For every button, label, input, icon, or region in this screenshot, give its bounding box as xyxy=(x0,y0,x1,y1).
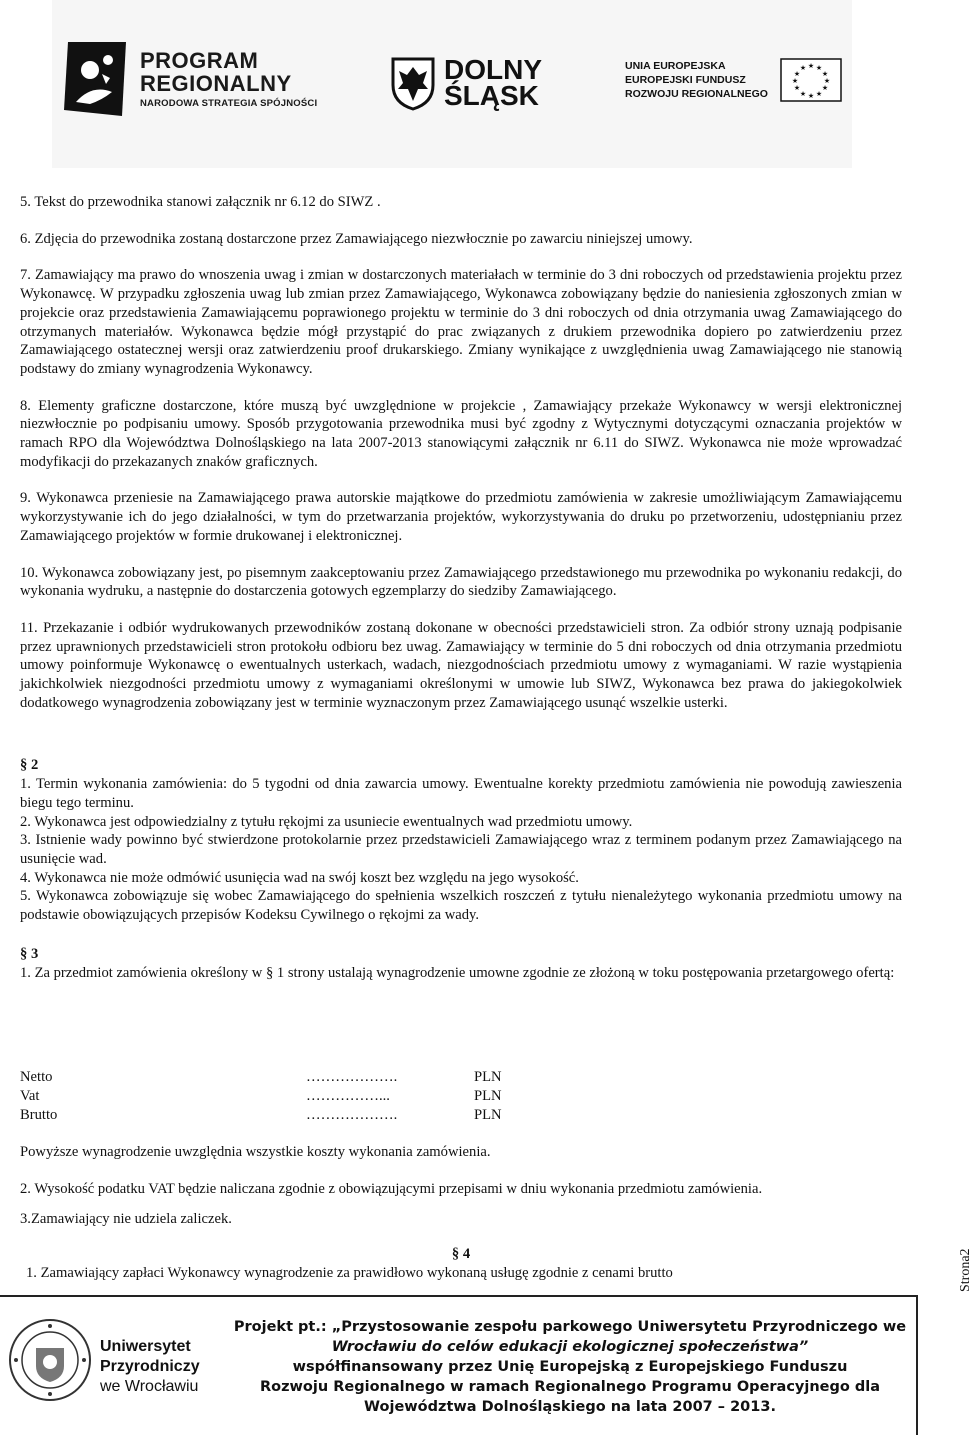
project-line3: współfinansowany przez Unię Europejską z Europejskiego Funduszu xyxy=(292,1359,848,1375)
svg-text:★: ★ xyxy=(793,70,801,78)
paragraph-11: 11. Przekazanie i odbiór wydrukowanych przewodników zostaną dokonane w obecności przedstawicieli stron. Za odbiór strony uznają podpisanie przez uprawnionych przedstawicieli stron protokołu odbioru bez uwag. Zamawiający w terminie do 5 dni roboczych od dnia otrzymania przedmiotu umowy poinformuje Wykonawcę o ewentualnych usterkach, wadach, niezgodnościach przedmiotu umowy z wymaganiami. W razie wystąpienia jakichkolwiek niezgodności przedmiotu umowy z wymaganiami określonymi w umowie lub SIWZ, Wykonawca bez prawa do jakiegokolwiek dodatkowego wynagrodzenia zobowiązany jest w terminie wyznaczonym przez Zamawiającego usunąć wszelkie usterki. xyxy=(20,619,902,711)
section-4-item-1: 1. Zamawiający zapłaci Wykonawcy wynagrodzenie za prawidłowo wykonaną usługę zgodnie z cenami brutto xyxy=(26,1264,673,1281)
regionalny-word: REGIONALNY xyxy=(140,71,292,96)
payment-currency: PLN xyxy=(474,1107,502,1123)
project-line1: Projekt pt.: „Przystosowanie zespołu parkowego Uniwersytetu Przyrodniczego we xyxy=(233,1319,907,1335)
university-line1: Uniwersytet xyxy=(100,1338,191,1355)
section-2-item-5: 5. Wykonawca zobowiązuje się wobec Zamawiającego do spełnienia wszelkich roszczeń z tytułu nienależytego wykonania przedmiotu umowy na podstawie obowiązujących przepisów Kodeksu Cywilnego o rękojmi za wady. xyxy=(20,888,902,924)
footer xyxy=(0,1300,917,1442)
paragraph-6: 6. Zdjęcia do przewodnika zostaną dostarczone przez Zamawiającego niezwłocznie po zawarciu niniejszej umowy. xyxy=(20,230,693,247)
paragraph-8: 8. Elementy graficzne dostarczone, które muszą być uwzględnione w projekcie , Zamawiający przekaże Wykonawcy w wersji elektronicznej niezwłocznie po podpisaniu umowy. Sposób przygotowania przewodnika musi być zgodny z Wytycznymi dotyczącymi oznaczania projektów w ramach RPO dla Województwa Dolnośląskiego na lata 2007-2013 stanowiącymi załącznik nr 6.11 do SIWZ. Wykonawca nie może wprowadzać modyfikacji do przekazanych znaków graficznych. xyxy=(20,397,902,470)
program-regionalny-logo xyxy=(62,40,317,118)
section-3-note: Powyższe wynagrodzenie uwzględnia wszystkie koszty wykonania zamówienia. xyxy=(20,1144,491,1160)
project-line4: Rozwoju Regionalnego w ramach Regionalnego Programu Operacyjnego dla xyxy=(259,1379,881,1395)
svg-text:★: ★ xyxy=(791,77,799,85)
paragraph-10: 10. Wykonawca zobowiązany jest, po pisemnym zaakceptowaniu przez Zamawiającego przedstawionego mu przewodnika po wykonaniu redakcji, do wykonania wydruku, a następnie do dostarczenia gotowych egzemplarzy do siedziby Zamawiającego. xyxy=(20,564,902,600)
payment-row-vat xyxy=(20,1087,902,1106)
payment-blank: ………………. xyxy=(306,1069,398,1085)
payment-blank: ……………... xyxy=(306,1088,390,1104)
paragraph-9: 9. Wykonawca przeniesie na Zamawiającego prawa autorskie majątkowe do przedmiotu zamówienia w zakresie umożliwiającym Zamawiającemu wykorzystywanie ich do jego działalności, w tym do przetwarzania projektów, wykorzystywania do druku po przetworzeniu, udostępnianiu przez Zamawiającego projektów w formie drukowanej i elektronicznej. xyxy=(20,490,902,544)
dolny-slask-logo xyxy=(390,55,542,111)
section-2-item-4: 4. Wykonawca nie może odmówić usunięcia wad na swój koszt bez względu na jego wysokość. xyxy=(20,869,579,886)
paragraph-7: 7. Zamawiający ma prawo do wnoszenia uwag i zmian w dostarczonych materiałach w terminie do 3 dni roboczych od przedstawienia projektu przez Wykonawcę. W przypadku zgłoszenia uwag lub zmian przez Zamawiającego, Wykonawca zobowiązany będzie do naniesienia zgłoszonych zmian w projekcie oraz przedstawienia Zamawiającemu poprawionego projektu w terminie do 3 dni roboczych od dnia otrzymania uwag Zamawiającego do otrzymanych materiałów. Wykonawca będzie mógł przystąpić do prac związanych z drukiem przewodnika dopiero po zatwierdzeniu przez Zamawiającego ostatecznej wersji oraz zatwierdzeniu proof drukarskiego. Zmiany wynikające z uwzględnienia uwag Zamawiającego nie stanowią podstawy do zmiany wynagrodzenia Wykonawcy. xyxy=(20,267,902,377)
slask-word: ŚLĄSK xyxy=(444,80,539,111)
payment-row-netto xyxy=(20,1068,902,1087)
svg-text:★: ★ xyxy=(821,84,829,92)
svg-text:★: ★ xyxy=(807,62,815,70)
payment-label: Brutto xyxy=(20,1107,58,1123)
paragraph-5: 5. Tekst do przewodnika stanowi załącznik nr 6.12 do SIWZ . xyxy=(20,194,381,210)
payment-table xyxy=(20,1068,902,1283)
eu-fund-logo xyxy=(625,58,842,102)
section-2-item-3: 3. Istnienie wady powinno być stwierdzone protokolarnie przez przedstawicieli Zamawiającego wraz z terminem podanym przez Zamawiającego na usunięcie wad. xyxy=(20,832,902,867)
eagle-crest-icon xyxy=(390,55,436,111)
section-2-item-2: 2. Wykonawca jest odpowiedzialny z tytułu rękojmi za usuniecie ewentualnych wad przedmiotu umowy. xyxy=(20,813,633,830)
eu-flag-icon xyxy=(780,58,842,102)
program-regionalny-emblem-icon xyxy=(62,40,130,118)
svg-text:★: ★ xyxy=(815,90,823,98)
payment-currency: PLN xyxy=(474,1088,502,1104)
section-3-item-2: 2. Wysokość podatku VAT będzie naliczana zgodnie z obowiązującymi przepisami w dniu wykonania przedmiotu zamówienia. xyxy=(20,1180,763,1197)
svg-text:★: ★ xyxy=(821,70,829,78)
university-seal-icon xyxy=(8,1318,92,1402)
payment-currency: PLN xyxy=(474,1069,502,1085)
svg-text:★: ★ xyxy=(807,92,815,100)
svg-text:★: ★ xyxy=(799,64,807,72)
section-3-item-1: 1. Za przedmiot zamówienia określony w § 1 strony ustalają wynagrodzenie umowne zgodnie ze złożoną w toku postępowania przetargowego ofertą: xyxy=(20,964,895,981)
section-4-heading: § 4 xyxy=(451,1246,471,1263)
eu-line1: UNIA EUROPEJSKA xyxy=(625,60,726,72)
payment-label: Netto xyxy=(20,1069,53,1085)
payment-label: Vat xyxy=(20,1088,40,1104)
svg-text:★: ★ xyxy=(815,64,823,72)
eu-line3: ROZWOJU REGIONALNEGO xyxy=(625,88,768,100)
section-3-item-3: 3.Zamawiający nie udziela zaliczek. xyxy=(20,1211,232,1228)
university-line3: we Wrocławiu xyxy=(100,1378,199,1395)
eu-line2: EUROPEJSKI FUNDUSZ xyxy=(625,74,746,86)
payment-blank: ………………. xyxy=(306,1107,398,1123)
svg-text:★: ★ xyxy=(799,90,807,98)
footer-divider xyxy=(0,1295,917,1297)
project-line2: Wrocławiu do celów edukacji ekologicznej społeczeństwa” xyxy=(331,1339,809,1355)
svg-text:★: ★ xyxy=(793,84,801,92)
program-word: PROGRAM xyxy=(140,48,259,73)
section-2-item-1: 1. Termin wykonania zamówienia: do 5 tygodni od dnia zawarcia umowy. Ewentualne korekty przedmiotu zamówienia nie powodują zawieszenia biegu tego terminu. xyxy=(20,776,902,811)
page-number-label: Strona2 xyxy=(958,1248,973,1292)
contract-body xyxy=(20,193,902,982)
payment-row-brutto xyxy=(20,1106,902,1125)
university-line2: Przyrodniczy xyxy=(100,1358,200,1375)
section-2-heading: § 2 xyxy=(20,757,39,774)
project-line5: Województwa Dolnośląskiego na lata 2007 – 2013. xyxy=(364,1399,776,1415)
project-info xyxy=(220,1317,920,1417)
university-name xyxy=(100,1337,200,1397)
svg-text:★: ★ xyxy=(823,77,831,85)
section-3-heading: § 3 xyxy=(20,945,39,962)
dolny-word: DOLNY xyxy=(444,54,542,85)
page-number-side xyxy=(940,1232,973,1292)
strategy-subtitle: NARODOWA STRATEGIA SPÓJNOŚCI xyxy=(140,98,318,109)
